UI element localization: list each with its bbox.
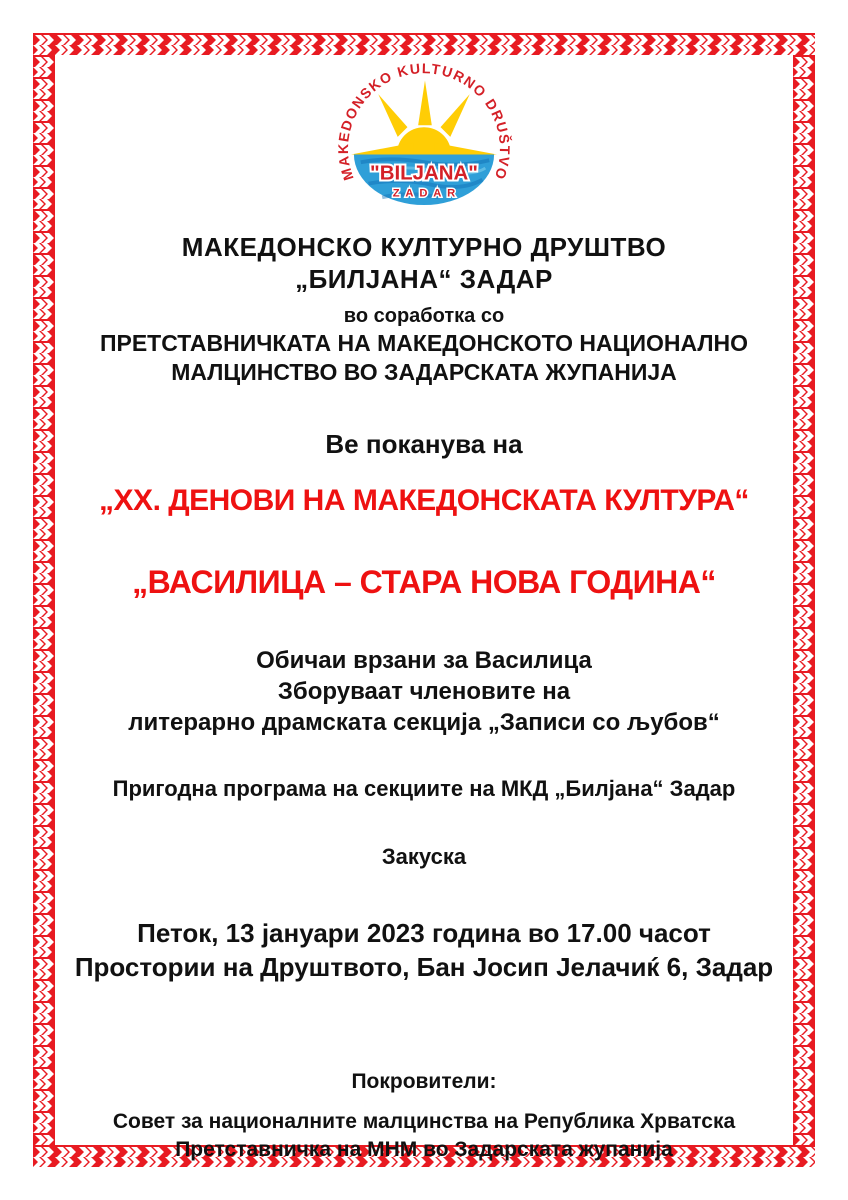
logo-arc-text: MAKEDONSKO KULTURNO DRUŠTVO — [335, 61, 514, 183]
cooperation-intro: во соработка со — [343, 305, 505, 327]
event-subtitle: „ВАСИЛИЦА – СТАРА НОВА ГОДИНА“ — [132, 564, 716, 600]
org-title-line1: МАКЕДОНСКО КУЛТУРНО ДРУШТВО — [181, 232, 667, 262]
decorative-border-right — [793, 55, 815, 1145]
decorative-border-left — [33, 55, 55, 1145]
sponsors-heading: Покровители: — [351, 1070, 497, 1093]
decorative-border-top — [33, 33, 815, 55]
date-line: Петок, 13 јануари 2023 година во 17.00 часот — [137, 918, 711, 948]
sponsor-line1: Совет за националните малцинства на Република Хрватска — [112, 1110, 736, 1133]
refreshments-line: Закуска — [381, 844, 467, 869]
org-title-line2: „БИЛЈАНА“ ЗАДАР — [295, 264, 553, 294]
poster-content — [55, 55, 793, 1161]
sponsors-list — [113, 1108, 735, 1164]
sponsor-line2: Претставничка на МНМ во Задарската жупанија — [175, 1138, 673, 1161]
place-line: Простории на Друштвото, Бан Јосип Јелачиќ 6, Задар — [74, 952, 774, 982]
org-title — [182, 231, 666, 295]
invite-line: Ве поканува на — [325, 429, 523, 459]
program-description — [128, 645, 720, 738]
event-title: „ХХ. ДЕНОВИ НА МАКЕДОНСКАТА КУЛТУРА“ — [99, 484, 749, 517]
logo-graphic — [316, 61, 532, 207]
logo-city: ZADAR — [392, 187, 462, 200]
program-line1: Обичаи врзани за Василица — [256, 647, 592, 674]
cooperation-partner — [100, 329, 748, 387]
date-and-place — [75, 916, 773, 984]
program-line3: литерарно драмската секција „Записи со љубов“ — [128, 709, 720, 736]
program-note: Пригодна програма на секциите на МКД „Билјана“ Задар — [112, 776, 736, 801]
logo-name: "BILJANA" — [370, 161, 478, 185]
society-logo — [316, 61, 532, 207]
cooperation-line1: ПРЕТСТАВНИЧКАТА НА МАКЕДОНСКОТО НАЦИОНАЛНО — [99, 330, 749, 356]
program-line2: Зборуваат членовите на — [277, 678, 571, 705]
cooperation-line2: МАЛЦИНСТВО ВО ЗАДАРСКАТА ЖУПАНИЈА — [171, 359, 677, 385]
